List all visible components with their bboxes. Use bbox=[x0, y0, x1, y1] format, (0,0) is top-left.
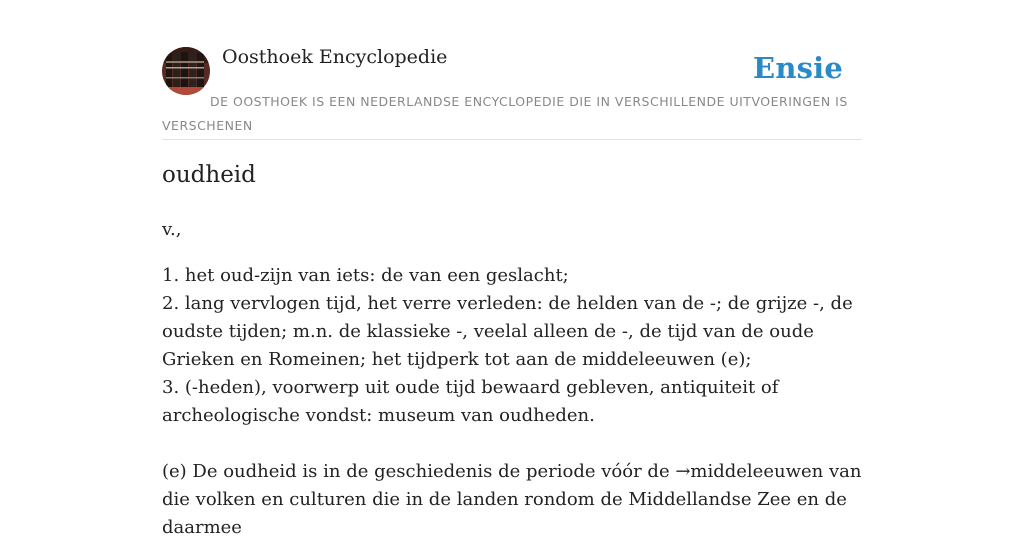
part-of-speech: v., bbox=[162, 219, 182, 240]
encyclopedia-books-avatar[interactable] bbox=[162, 47, 210, 95]
site-header bbox=[162, 0, 862, 140]
site-name[interactable]: Oosthoek Encyclopedie bbox=[222, 46, 448, 68]
ensie-logo-link[interactable]: Ensie bbox=[753, 51, 843, 85]
article-page bbox=[162, 0, 862, 538]
entry-title: oudheid bbox=[162, 162, 256, 188]
definition-3: 3. (-heden), voorwerp uit oude tijd bewaard gebleven, antiquiteit of archeologische vondst: museum van oudheden. bbox=[162, 377, 779, 426]
definition-2: 2. lang vervlogen tijd, het verre verleden: de helden van de -; de grijze -, de oudste tijden; m.n. de klassieke -, veelal alleen de -, de tijd van de oude Grieken en Romeinen; het tijdperk tot aan de middeleeuwen (e); bbox=[162, 293, 853, 370]
site-tagline: DE OOSTHOEK IS EEN NEDERLANDSE ENCYCLOPEDIE DIE IN VERSCHILLENDE UITVOERINGEN IS VERSCHENEN bbox=[162, 94, 848, 133]
encyclopedia-note: (e) De oudheid is in de geschiedenis de periode vóór de →middeleeuwen van die volken en culturen die in de landen rondom de Middellandse Zee en de daarmee bbox=[162, 461, 862, 538]
entry-content bbox=[162, 216, 862, 542]
paragraph-gap bbox=[162, 430, 862, 458]
definition-1: 1. het oud-zijn van iets: de van een geslacht; bbox=[162, 265, 569, 286]
